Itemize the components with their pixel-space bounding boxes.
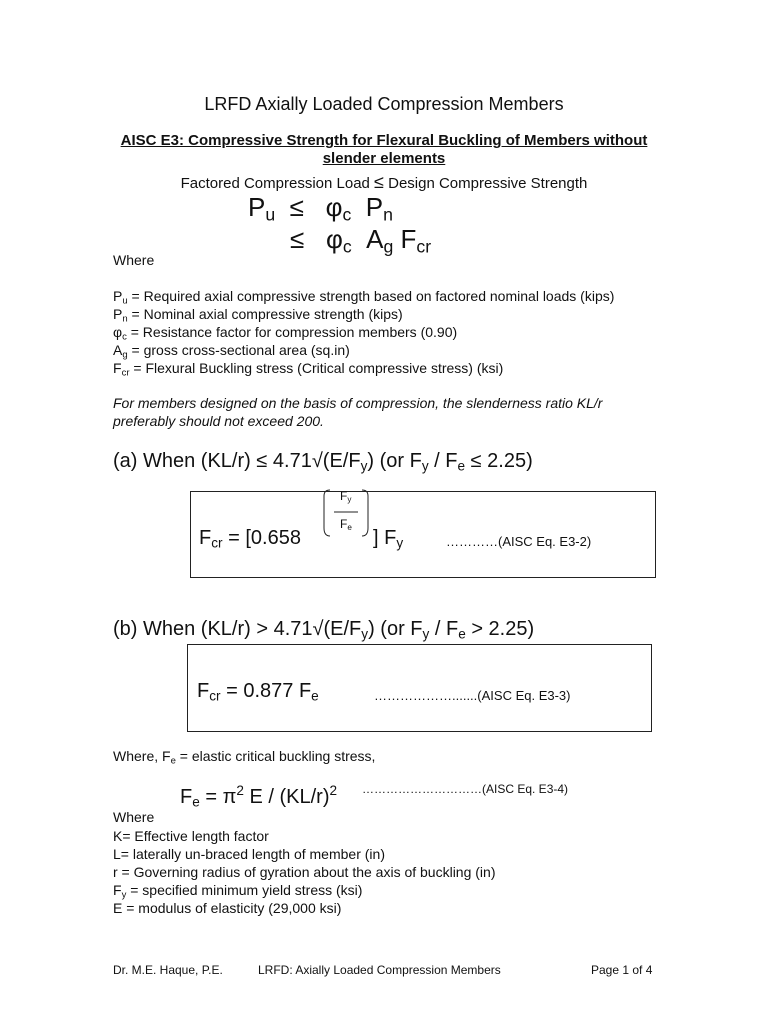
fraction-numerator: $F_y$ (340, 489, 352, 505)
definition-item: $P_n$ = Nominal axial compressive strength (kips) (113, 306, 403, 325)
page-title: LRFD Axially Loaded Compression Members (204, 94, 564, 114)
variable-item: L= laterally un-braced length of member (in) (113, 846, 385, 862)
footer-author: Dr. M.E. Haque, P.E. (113, 963, 223, 977)
definition-item: $F_{cr}$ = Flexural Buckling stress (Critical compressive stress) (ksi) (113, 360, 504, 379)
principle-left: Factored Compression Load (180, 175, 370, 192)
equation-e3-2-lhs: $F_{cr} = [0.658$ (199, 527, 301, 551)
main-equation-line2: ≤ $\varphi_c$ $A_g$ $F_{cr}$ (290, 224, 432, 257)
main-equation-line1: $P_u$ ≤ $\varphi_c$ $P_n$ (248, 192, 393, 225)
definition-list (113, 287, 614, 377)
definition-item: $\varphi_c$ = Resistance factor for compression members (0.90) (113, 324, 458, 343)
where-label-2: Where (113, 809, 155, 825)
section-heading-line1: AISC E3: Compressive Strength for Flexural Buckling of Members without (120, 132, 648, 149)
variable-item: K= Effective length factor (113, 828, 269, 844)
fe-definition: Where, $F_e$ = elastic critical buckling stress, (113, 748, 376, 767)
variable-item: r = Governing radius of gyration about the axis of buckling (in) (113, 864, 496, 880)
equation-e3-4: $F_e = \pi^2$ E / $(KL/r)^2$ (180, 782, 338, 810)
equation-e3-2-reference: …………(AISC Eq. E3-2) (446, 534, 592, 549)
slenderness-note: For members designed on the basis of compression, the slenderness ratio KL/r preferably should not exceed 200. (113, 395, 603, 429)
variable-item: $F_y$ = specified minimum yield stress (ksi) (113, 882, 363, 901)
design-principle (0, 172, 768, 193)
equation-e3-4-reference: …………………………(AISC Eq. E3-4) (362, 782, 569, 796)
principle-symbol: ≤ (374, 172, 384, 192)
case-b-condition: (b) When $(KL/r) > 4.71√(E/F_y)$ (or $F_y / F_e > 2.25$) (113, 618, 535, 642)
variable-item: E = modulus of elasticity (29,000 ksi) (113, 900, 342, 916)
equation-e3-3-reference: ……………….......(AISC Eq. E3-3) (374, 688, 571, 703)
section-heading-line2: slender elements (322, 150, 446, 167)
variable-list (113, 827, 496, 917)
where-label: Where (113, 252, 155, 268)
equation-e3-2-rhs: ] $F_y$ (373, 527, 404, 551)
definition-item: $P_u$ = Required axial compressive strength based on factored nominal loads (kips) (113, 288, 615, 307)
definition-item: $A_g$ = gross cross-sectional area (sq.in) (113, 342, 350, 361)
equation-e3-3: $F_{cr} = 0.877$ $F_e$ (197, 680, 319, 704)
case-a-condition: (a) When $(KL/r) \le 4.71√(E/F_y)$ (or $F_y / F_e \le 2.25$) (113, 450, 533, 474)
principle-right: Design Compressive Strength (388, 175, 588, 192)
footer-page-number: Page 1 of 4 (591, 963, 653, 977)
fraction-denominator: $F_e$ (340, 517, 352, 533)
footer-document-title: LRFD: Axially Loaded Compression Members (258, 963, 501, 977)
